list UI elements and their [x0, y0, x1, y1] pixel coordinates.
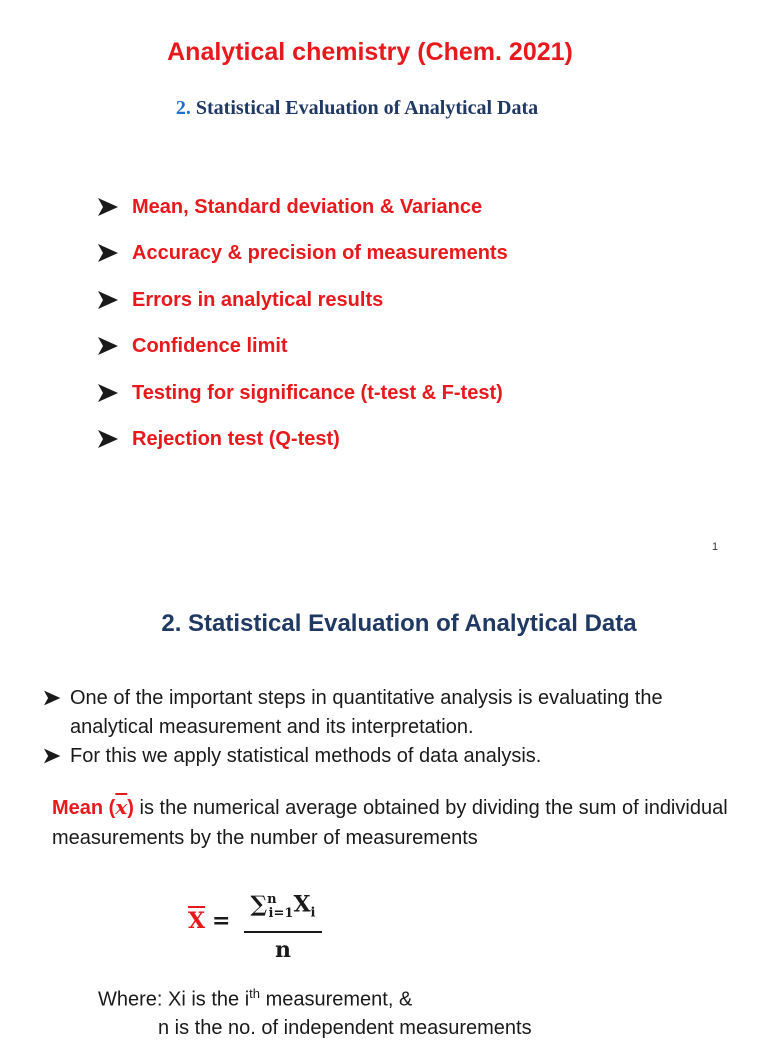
mean-term: [52, 797, 134, 819]
topic-label: Errors in analytical results: [132, 288, 384, 311]
slide-1-title: Analytical chemistry (Chem. 2021): [167, 38, 573, 66]
arrowhead-bullet-icon: [98, 197, 120, 217]
intro-bullet-list: [44, 684, 744, 771]
topic-item: [98, 289, 508, 335]
topic-item: [98, 196, 508, 242]
page-number: 1: [712, 541, 719, 553]
topic-label: Mean, Standard deviation & Variance: [132, 196, 483, 218]
where-superscript: th: [249, 986, 261, 1001]
list-item: [44, 742, 744, 771]
arrowhead-bullet-icon: [98, 290, 120, 310]
mean-definition: [52, 792, 752, 853]
arrowhead-bullet-icon: [98, 383, 120, 403]
bullet-text: For this we apply statistical methods of data analysis.: [70, 745, 542, 767]
topic-label: Confidence limit: [132, 335, 288, 358]
where-suffix: measurement, &: [260, 988, 413, 1011]
formula-fraction: [244, 886, 322, 963]
topic-label: Rejection test (Q-test): [132, 427, 340, 450]
topic-item: [98, 335, 508, 381]
mean-definition-text: is the numerical average obtained by dividing the sum of individual measurements by the number of measurements: [52, 797, 728, 849]
subtitle-text: Statistical Evaluation of Analytical Data: [195, 97, 539, 119]
sum-term: X: [293, 891, 311, 918]
formula-lhs: $\overline{X}$: [188, 908, 206, 934]
arrowhead-bullet-icon: [98, 429, 120, 449]
mean-term-label: Mean (: [52, 797, 116, 819]
sum-upper-limit: n: [267, 892, 277, 907]
arrowhead-bullet-icon: [98, 243, 120, 263]
arrowhead-bullet-icon: [44, 747, 62, 765]
topic-item: [98, 242, 508, 288]
formula-denominator: n: [275, 936, 291, 963]
fraction-bar: [244, 931, 322, 933]
slide-1-subtitle: [0, 97, 714, 120]
topic-label: Accuracy & precision of measurements: [132, 242, 508, 265]
where-prefix: Where: Xi is the i: [98, 988, 250, 1011]
bullet-text: One of the important steps in quantitative analysis is evaluating the analytical measurement and its interpretation.: [70, 687, 663, 738]
topic-item: [98, 428, 508, 474]
formula-equals: =: [212, 908, 231, 934]
mean-symbol: $\overline{x}$: [115, 795, 128, 819]
list-item: [44, 684, 744, 742]
sum-symbol: ∑: [250, 891, 268, 918]
formula-explanation: [98, 980, 738, 1042]
topic-label: Testing for significance (t-test & F-test): [132, 381, 503, 404]
mean-term-close: ): [127, 797, 134, 819]
formula-numerator: [244, 886, 322, 928]
topic-list: [98, 196, 508, 474]
sum-lower-limit: i=1: [268, 905, 294, 921]
subtitle-number: 2.: [175, 97, 191, 119]
arrowhead-bullet-icon: [98, 336, 120, 356]
sum-term-subscript: i: [310, 905, 316, 921]
where-line-2: n is the no. of independent measurements: [158, 1016, 532, 1039]
topic-item: [98, 382, 508, 428]
arrowhead-bullet-icon: [44, 689, 62, 707]
slide-2-title: 2. Statistical Evaluation of Analytical Data: [161, 610, 637, 637]
slide-2: [0, 570, 768, 1039]
